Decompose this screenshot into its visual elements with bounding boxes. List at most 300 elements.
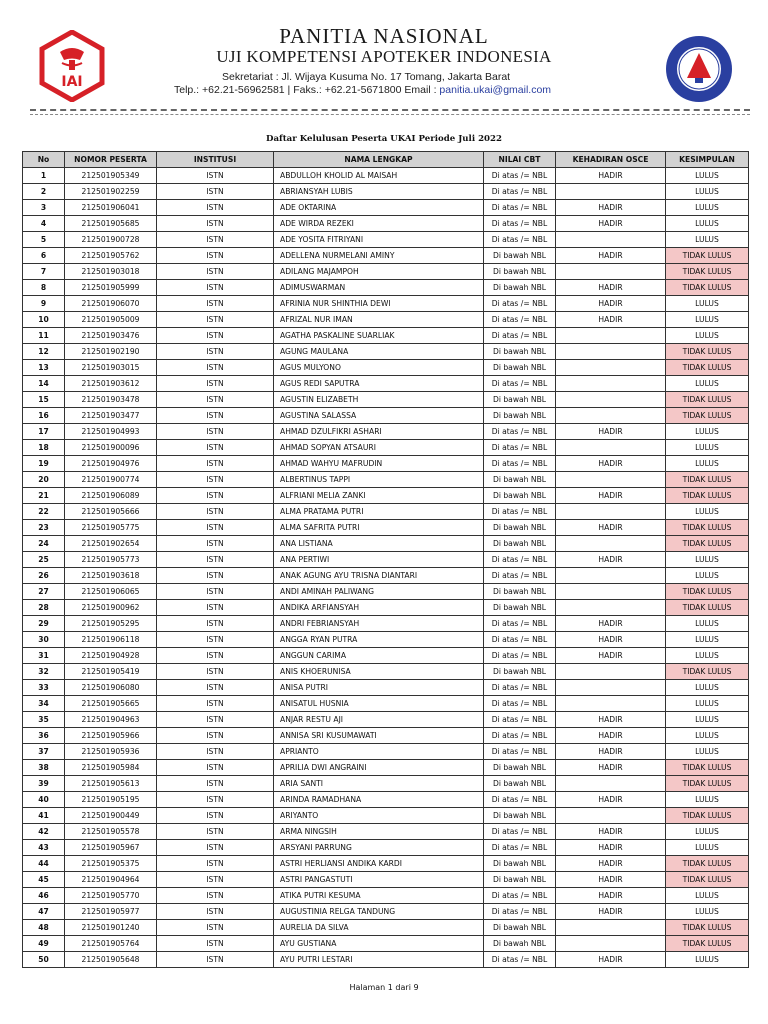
conclusion-cell: LULUS	[666, 424, 749, 440]
row-no-cell: 45	[23, 872, 65, 888]
cbt-score-cell: Di atas /= NBL	[484, 376, 556, 392]
row-no-cell: 29	[23, 616, 65, 632]
table-row	[23, 488, 749, 504]
institution-cell: ISTN	[157, 648, 274, 664]
conclusion-cell: TIDAK LULUS	[666, 264, 749, 280]
osce-attendance-cell: HADIR	[556, 648, 666, 664]
conclusion-cell: TIDAK LULUS	[666, 760, 749, 776]
participant-number-cell: 212501903478	[65, 392, 157, 408]
cbt-score-cell: Di atas /= NBL	[484, 824, 556, 840]
cbt-score-cell: Di atas /= NBL	[484, 232, 556, 248]
row-no-cell: 15	[23, 392, 65, 408]
participant-number-cell: 212501903618	[65, 568, 157, 584]
participant-number-cell: 212501903612	[65, 376, 157, 392]
conclusion-cell: LULUS	[666, 312, 749, 328]
conclusion-cell: LULUS	[666, 680, 749, 696]
row-no-cell: 23	[23, 520, 65, 536]
table-row	[23, 296, 749, 312]
table-row	[23, 776, 749, 792]
full-name-cell: ALBERTINUS TAPPI	[274, 472, 484, 488]
full-name-cell: ADE WIRDA REZEKI	[274, 216, 484, 232]
table-row	[23, 904, 749, 920]
institution-cell: ISTN	[157, 520, 274, 536]
institution-cell: ISTN	[157, 904, 274, 920]
conclusion-cell: LULUS	[666, 216, 749, 232]
table-row	[23, 216, 749, 232]
participant-number-cell: 212501905966	[65, 728, 157, 744]
osce-attendance-cell	[556, 808, 666, 824]
cbt-score-cell: Di bawah NBL	[484, 392, 556, 408]
cbt-score-cell: Di atas /= NBL	[484, 952, 556, 968]
conclusion-cell: LULUS	[666, 744, 749, 760]
osce-attendance-cell	[556, 584, 666, 600]
institution-cell: ISTN	[157, 664, 274, 680]
cbt-score-cell: Di atas /= NBL	[484, 904, 556, 920]
table-row	[23, 312, 749, 328]
osce-attendance-cell	[556, 440, 666, 456]
osce-attendance-cell	[556, 664, 666, 680]
full-name-cell: ANDRI FEBRIANSYAH	[274, 616, 484, 632]
conclusion-cell: TIDAK LULUS	[666, 536, 749, 552]
institution-cell: ISTN	[157, 376, 274, 392]
conclusion-cell: LULUS	[666, 696, 749, 712]
cbt-score-cell: Di bawah NBL	[484, 488, 556, 504]
osce-attendance-cell: HADIR	[556, 168, 666, 184]
cbt-score-cell: Di bawah NBL	[484, 808, 556, 824]
institution-cell: ISTN	[157, 264, 274, 280]
row-no-cell: 30	[23, 632, 65, 648]
participant-number-cell: 212501905665	[65, 696, 157, 712]
participant-number-cell: 212501900962	[65, 600, 157, 616]
institution-cell: ISTN	[157, 168, 274, 184]
cbt-score-cell: Di bawah NBL	[484, 472, 556, 488]
conclusion-cell: LULUS	[666, 568, 749, 584]
full-name-cell: AYU GUSTIANA	[274, 936, 484, 952]
row-no-cell: 46	[23, 888, 65, 904]
osce-attendance-cell: HADIR	[556, 728, 666, 744]
row-no-cell: 26	[23, 568, 65, 584]
full-name-cell: ANISA PUTRI	[274, 680, 484, 696]
institution-cell: ISTN	[157, 408, 274, 424]
cbt-score-cell: Di bawah NBL	[484, 760, 556, 776]
osce-attendance-cell: HADIR	[556, 856, 666, 872]
cbt-score-cell: Di atas /= NBL	[484, 696, 556, 712]
osce-attendance-cell: HADIR	[556, 616, 666, 632]
institution-cell: ISTN	[157, 344, 274, 360]
cbt-score-cell: Di bawah NBL	[484, 936, 556, 952]
institution-cell: ISTN	[157, 328, 274, 344]
osce-attendance-cell: HADIR	[556, 760, 666, 776]
seal-logo	[664, 34, 734, 104]
institution-cell: ISTN	[157, 952, 274, 968]
participant-number-cell: 212501903477	[65, 408, 157, 424]
participant-number-cell: 212501902190	[65, 344, 157, 360]
osce-attendance-cell	[556, 536, 666, 552]
table-row	[23, 872, 749, 888]
row-no-cell: 42	[23, 824, 65, 840]
conclusion-cell: TIDAK LULUS	[666, 776, 749, 792]
table-row	[23, 504, 749, 520]
letterhead	[0, 0, 768, 110]
full-name-cell: AHMAD SOPYAN ATSAURI	[274, 440, 484, 456]
participant-number-cell: 212501905775	[65, 520, 157, 536]
osce-attendance-cell: HADIR	[556, 280, 666, 296]
osce-attendance-cell	[556, 232, 666, 248]
cbt-score-cell: Di bawah NBL	[484, 408, 556, 424]
institution-cell: ISTN	[157, 696, 274, 712]
participant-number-cell: 212501904963	[65, 712, 157, 728]
table-row	[23, 664, 749, 680]
table-row	[23, 360, 749, 376]
institution-cell: ISTN	[157, 456, 274, 472]
participant-number-cell: 212501905295	[65, 616, 157, 632]
full-name-cell: AGUSTINA SALASSA	[274, 408, 484, 424]
full-name-cell: ANISATUL HUSNIA	[274, 696, 484, 712]
conclusion-cell: TIDAK LULUS	[666, 520, 749, 536]
row-no-cell: 25	[23, 552, 65, 568]
cbt-score-cell: Di bawah NBL	[484, 360, 556, 376]
full-name-cell: ANGGA RYAN PUTRA	[274, 632, 484, 648]
conclusion-cell: LULUS	[666, 376, 749, 392]
cbt-score-cell: Di bawah NBL	[484, 856, 556, 872]
institution-cell: ISTN	[157, 856, 274, 872]
osce-attendance-cell: HADIR	[556, 824, 666, 840]
table-row	[23, 936, 749, 952]
full-name-cell: AHMAD DZULFIKRI ASHARI	[274, 424, 484, 440]
row-no-cell: 24	[23, 536, 65, 552]
row-no-cell: 34	[23, 696, 65, 712]
cbt-score-cell: Di atas /= NBL	[484, 712, 556, 728]
osce-attendance-cell	[556, 504, 666, 520]
participant-number-cell: 212501904964	[65, 872, 157, 888]
row-no-cell: 21	[23, 488, 65, 504]
table-row	[23, 264, 749, 280]
table-row	[23, 600, 749, 616]
institution-cell: ISTN	[157, 776, 274, 792]
full-name-cell: ARMA NINGSIH	[274, 824, 484, 840]
table-row	[23, 920, 749, 936]
cbt-score-cell: Di bawah NBL	[484, 920, 556, 936]
table-row	[23, 536, 749, 552]
table-row	[23, 952, 749, 968]
osce-attendance-cell: HADIR	[556, 296, 666, 312]
cbt-score-cell: Di atas /= NBL	[484, 616, 556, 632]
org-address: Sekretariat : Jl. Wijaya Kusuma No. 17 Tomang, Jakarta Barat	[222, 71, 511, 83]
participant-number-cell: 212501900774	[65, 472, 157, 488]
table-row	[23, 856, 749, 872]
institution-cell: ISTN	[157, 760, 274, 776]
row-no-cell: 4	[23, 216, 65, 232]
cbt-score-cell: Di atas /= NBL	[484, 312, 556, 328]
cbt-score-cell: Di atas /= NBL	[484, 888, 556, 904]
full-name-cell: ABRIANSYAH LUBIS	[274, 184, 484, 200]
conclusion-cell: LULUS	[666, 184, 749, 200]
participant-number-cell: 212501903018	[65, 264, 157, 280]
document-title: Daftar Kelulusan Peserta UKAI Periode Juli 2022	[266, 134, 502, 144]
osce-attendance-cell	[556, 776, 666, 792]
full-name-cell: ANA LISTIANA	[274, 536, 484, 552]
osce-attendance-cell	[556, 920, 666, 936]
row-no-cell: 38	[23, 760, 65, 776]
table-row	[23, 328, 749, 344]
row-no-cell: 1	[23, 168, 65, 184]
row-no-cell: 39	[23, 776, 65, 792]
row-no-cell: 48	[23, 920, 65, 936]
conclusion-cell: TIDAK LULUS	[666, 360, 749, 376]
full-name-cell: AGUS REDI SAPUTRA	[274, 376, 484, 392]
row-no-cell: 9	[23, 296, 65, 312]
participant-number-cell: 212501905009	[65, 312, 157, 328]
conclusion-cell: TIDAK LULUS	[666, 392, 749, 408]
institution-cell: ISTN	[157, 488, 274, 504]
table-row	[23, 456, 749, 472]
osce-attendance-cell: HADIR	[556, 792, 666, 808]
participant-number-cell: 212501905936	[65, 744, 157, 760]
participant-number-cell: 212501905375	[65, 856, 157, 872]
participant-number-cell: 212501903476	[65, 328, 157, 344]
conclusion-cell: TIDAK LULUS	[666, 248, 749, 264]
table-row	[23, 840, 749, 856]
participant-number-cell: 212501900449	[65, 808, 157, 824]
full-name-cell: ADELLENA NURMELANI AMINY	[274, 248, 484, 264]
participant-number-cell: 212501905648	[65, 952, 157, 968]
cbt-score-cell: Di atas /= NBL	[484, 296, 556, 312]
cbt-score-cell: Di atas /= NBL	[484, 168, 556, 184]
participant-number-cell: 212501906041	[65, 200, 157, 216]
row-no-cell: 22	[23, 504, 65, 520]
full-name-cell: AURELIA DA SILVA	[274, 920, 484, 936]
participant-number-cell: 212501904928	[65, 648, 157, 664]
cbt-score-cell: Di bawah NBL	[484, 600, 556, 616]
institution-cell: ISTN	[157, 536, 274, 552]
conclusion-cell: LULUS	[666, 888, 749, 904]
full-name-cell: ANGGUN CARIMA	[274, 648, 484, 664]
participant-number-cell: 212501905967	[65, 840, 157, 856]
row-no-cell: 8	[23, 280, 65, 296]
results-table	[22, 151, 749, 968]
row-no-cell: 6	[23, 248, 65, 264]
cbt-score-cell: Di bawah NBL	[484, 264, 556, 280]
row-no-cell: 11	[23, 328, 65, 344]
osce-attendance-cell	[556, 344, 666, 360]
contact-email[interactable]: panitia.ukai@gmail.com	[439, 84, 552, 96]
institution-cell: ISTN	[157, 888, 274, 904]
osce-attendance-cell: HADIR	[556, 520, 666, 536]
row-no-cell: 31	[23, 648, 65, 664]
row-no-cell: 17	[23, 424, 65, 440]
conclusion-cell: LULUS	[666, 728, 749, 744]
participant-number-cell: 212501905770	[65, 888, 157, 904]
institution-cell: ISTN	[157, 248, 274, 264]
participant-number-cell: 212501905349	[65, 168, 157, 184]
osce-attendance-cell: HADIR	[556, 456, 666, 472]
conclusion-cell: LULUS	[666, 328, 749, 344]
cbt-score-cell: Di atas /= NBL	[484, 216, 556, 232]
osce-attendance-cell	[556, 360, 666, 376]
conclusion-cell: LULUS	[666, 952, 749, 968]
participant-number-cell: 212501905764	[65, 936, 157, 952]
full-name-cell: ALMA SAFRITA PUTRI	[274, 520, 484, 536]
full-name-cell: AGATHA PASKALINE SUARLIAK	[274, 328, 484, 344]
conclusion-cell: LULUS	[666, 296, 749, 312]
osce-attendance-cell: HADIR	[556, 248, 666, 264]
institution-cell: ISTN	[157, 744, 274, 760]
table-row	[23, 760, 749, 776]
osce-attendance-cell: HADIR	[556, 632, 666, 648]
table-row	[23, 568, 749, 584]
full-name-cell: ANDIKA ARFIANSYAH	[274, 600, 484, 616]
conclusion-cell: TIDAK LULUS	[666, 600, 749, 616]
cbt-score-cell: Di atas /= NBL	[484, 744, 556, 760]
cbt-score-cell: Di atas /= NBL	[484, 504, 556, 520]
table-row	[23, 552, 749, 568]
table-row	[23, 280, 749, 296]
conclusion-cell: TIDAK LULUS	[666, 408, 749, 424]
table-row	[23, 232, 749, 248]
full-name-cell: AUGUSTINIA RELGA TANDUNG	[274, 904, 484, 920]
participant-number-cell: 212501905666	[65, 504, 157, 520]
table-row	[23, 440, 749, 456]
osce-attendance-cell	[556, 328, 666, 344]
full-name-cell: ARSYANI PARRUNG	[274, 840, 484, 856]
iai-logo-text: IAI	[61, 74, 83, 90]
osce-attendance-cell: HADIR	[556, 552, 666, 568]
conclusion-cell: LULUS	[666, 632, 749, 648]
cbt-score-cell: Di bawah NBL	[484, 280, 556, 296]
osce-attendance-cell	[556, 376, 666, 392]
table-header-row	[23, 152, 749, 168]
row-no-cell: 7	[23, 264, 65, 280]
row-no-cell: 35	[23, 712, 65, 728]
col-nomor-peserta-header: NOMOR PESERTA	[65, 152, 157, 168]
full-name-cell: ATIKA PUTRI KESUMA	[274, 888, 484, 904]
participant-number-cell: 212501903015	[65, 360, 157, 376]
full-name-cell: ADE YOSITA FITRIYANI	[274, 232, 484, 248]
cbt-score-cell: Di atas /= NBL	[484, 632, 556, 648]
institution-cell: ISTN	[157, 184, 274, 200]
osce-attendance-cell	[556, 264, 666, 280]
table-row	[23, 248, 749, 264]
conclusion-cell: LULUS	[666, 824, 749, 840]
full-name-cell: ALMA PRATAMA PUTRI	[274, 504, 484, 520]
full-name-cell: APRILIA DWI ANGRAINI	[274, 760, 484, 776]
row-no-cell: 41	[23, 808, 65, 824]
osce-attendance-cell	[556, 472, 666, 488]
institution-cell: ISTN	[157, 392, 274, 408]
header-divider	[30, 109, 750, 115]
full-name-cell: AGUNG MAULANA	[274, 344, 484, 360]
table-row	[23, 392, 749, 408]
row-no-cell: 37	[23, 744, 65, 760]
osce-attendance-cell: HADIR	[556, 744, 666, 760]
full-name-cell: ABDULLOH KHOLID AL MAISAH	[274, 168, 484, 184]
conclusion-cell: LULUS	[666, 792, 749, 808]
conclusion-cell: TIDAK LULUS	[666, 856, 749, 872]
institution-cell: ISTN	[157, 808, 274, 824]
osce-attendance-cell	[556, 600, 666, 616]
institution-cell: ISTN	[157, 360, 274, 376]
institution-cell: ISTN	[157, 296, 274, 312]
full-name-cell: ANAK AGUNG AYU TRISNA DIANTARI	[274, 568, 484, 584]
table-row	[23, 376, 749, 392]
institution-cell: ISTN	[157, 936, 274, 952]
institution-cell: ISTN	[157, 200, 274, 216]
participant-number-cell: 212501905977	[65, 904, 157, 920]
institution-cell: ISTN	[157, 504, 274, 520]
institution-cell: ISTN	[157, 232, 274, 248]
osce-attendance-cell: HADIR	[556, 952, 666, 968]
participant-number-cell: 212501904993	[65, 424, 157, 440]
participant-number-cell: 212501906118	[65, 632, 157, 648]
conclusion-cell: LULUS	[666, 840, 749, 856]
conclusion-cell: TIDAK LULUS	[666, 472, 749, 488]
full-name-cell: AGUS MULYONO	[274, 360, 484, 376]
full-name-cell: ADILANG MAJAMPOH	[274, 264, 484, 280]
institution-cell: ISTN	[157, 920, 274, 936]
row-no-cell: 28	[23, 600, 65, 616]
osce-attendance-cell: HADIR	[556, 904, 666, 920]
col-nilai-cbt-header: NILAI CBT	[484, 152, 556, 168]
full-name-cell: AHMAD WAHYU MAFRUDIN	[274, 456, 484, 472]
osce-attendance-cell: HADIR	[556, 312, 666, 328]
table-row	[23, 888, 749, 904]
org-subtitle: UJI KOMPETENSI APOTEKER INDONESIA	[216, 47, 552, 66]
full-name-cell: AFRINIA NUR SHINTHIA DEWI	[274, 296, 484, 312]
participant-number-cell: 212501906089	[65, 488, 157, 504]
institution-cell: ISTN	[157, 600, 274, 616]
table-row	[23, 712, 749, 728]
participant-number-cell: 212501905578	[65, 824, 157, 840]
table-row	[23, 424, 749, 440]
table-row	[23, 632, 749, 648]
table-row	[23, 744, 749, 760]
cbt-score-cell: Di atas /= NBL	[484, 680, 556, 696]
full-name-cell: ARIA SANTI	[274, 776, 484, 792]
osce-attendance-cell	[556, 680, 666, 696]
institution-cell: ISTN	[157, 792, 274, 808]
cbt-score-cell: Di atas /= NBL	[484, 728, 556, 744]
osce-attendance-cell: HADIR	[556, 200, 666, 216]
table-body	[23, 168, 749, 968]
institution-cell: ISTN	[157, 440, 274, 456]
full-name-cell: ADIMUSWARMAN	[274, 280, 484, 296]
cbt-score-cell: Di bawah NBL	[484, 872, 556, 888]
full-name-cell: ANA PERTIWI	[274, 552, 484, 568]
row-no-cell: 47	[23, 904, 65, 920]
row-no-cell: 40	[23, 792, 65, 808]
conclusion-cell: TIDAK LULUS	[666, 936, 749, 952]
conclusion-cell: LULUS	[666, 440, 749, 456]
row-no-cell: 19	[23, 456, 65, 472]
participant-number-cell: 212501905419	[65, 664, 157, 680]
contact-phone-fax: Telp.: +62.21-56962581 | Faks.: +62.21-5671800 Email :	[174, 84, 437, 96]
cbt-score-cell: Di atas /= NBL	[484, 328, 556, 344]
full-name-cell: ARIYANTO	[274, 808, 484, 824]
col-nama-lengkap-header: NAMA LENGKAP	[274, 152, 484, 168]
osce-attendance-cell: HADIR	[556, 424, 666, 440]
osce-attendance-cell	[556, 936, 666, 952]
row-no-cell: 44	[23, 856, 65, 872]
cbt-score-cell: Di bawah NBL	[484, 520, 556, 536]
org-title: PANITIA NASIONAL	[279, 24, 489, 48]
col-kehadiran-osce-header: KEHADIRAN OSCE	[556, 152, 666, 168]
institution-cell: ISTN	[157, 840, 274, 856]
full-name-cell: AFRIZAL NUR IMAN	[274, 312, 484, 328]
row-no-cell: 43	[23, 840, 65, 856]
row-no-cell: 12	[23, 344, 65, 360]
conclusion-cell: LULUS	[666, 232, 749, 248]
cbt-score-cell: Di atas /= NBL	[484, 840, 556, 856]
